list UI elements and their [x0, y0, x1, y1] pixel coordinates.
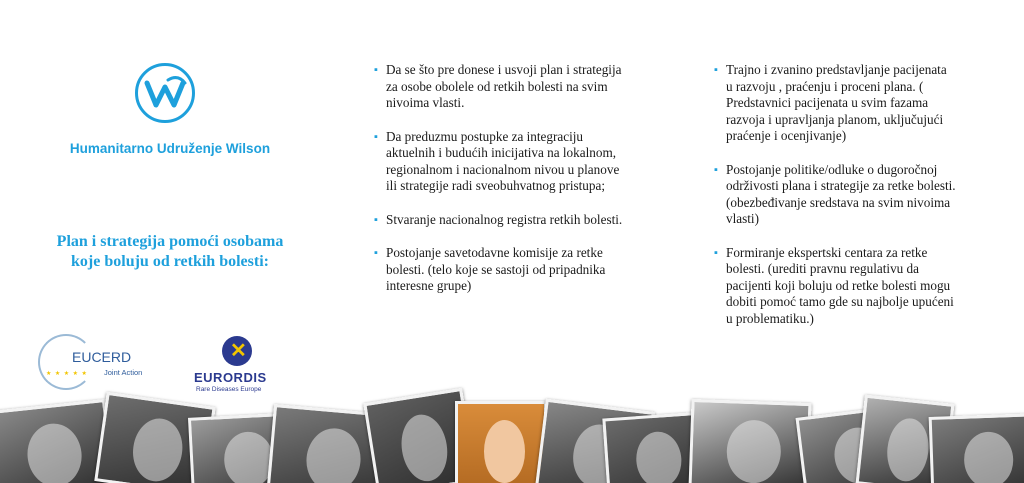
goal-text-line: održivosti plana i strategije za retke bolesti. — [726, 178, 956, 193]
face-shape — [303, 426, 362, 483]
portrait-photo — [688, 399, 811, 483]
goal-text-line: nivoima vlasti. — [386, 95, 465, 110]
photo-collage — [0, 385, 1024, 483]
face-shape — [129, 415, 187, 483]
face-shape — [884, 417, 931, 483]
goal-text-line: Postojanje politike/odluke o dugoročnoj — [726, 161, 938, 177]
goal-text-line: vlasti) — [726, 211, 759, 226]
goal-item — [714, 162, 994, 228]
goal-text-line: interesne grupe) — [386, 278, 472, 293]
goal-text-line: pacijenti koji boluju od retke bolesti mogu — [726, 277, 951, 293]
eurordis-subtitle: Rare Diseases Europe — [196, 386, 262, 393]
bullet-icon: ▪ — [374, 64, 378, 76]
plan-title — [20, 232, 320, 272]
goal-text-line: Trajno i zvanino predstavljanje pacijenata — [726, 62, 947, 77]
eu-stars-icon: ★ ★ ★ ★ ★ — [46, 371, 88, 377]
goal-text-line: dobiti pomoć tamo gde su najbolje upućeni — [726, 294, 954, 309]
eucerd-logo — [38, 334, 150, 392]
goal-text-line: aktuelnih i budućih inicijativa na lokalnom, — [386, 145, 616, 160]
goals-column-1 — [374, 62, 674, 312]
goal-text-line: Da se što pre donese i usvoji plan i strategija — [386, 62, 622, 77]
goal-text-line: Da preduzmu postupke za integraciju — [386, 128, 584, 144]
goal-text-line: bolesti. (urediti pravnu regulativu da — [726, 261, 919, 276]
goal-text-line: Formiranje ekspertski centara za retke — [726, 244, 928, 260]
bullet-icon: ▪ — [714, 64, 718, 76]
bullet-icon: ▪ — [374, 130, 378, 143]
organization-name: Humanitarno Udruženje Wilson — [69, 141, 271, 156]
face-shape — [484, 420, 525, 483]
goal-text-line: bolesti. (telo koje se sastoji od pripadnika — [386, 261, 606, 277]
bullet-icon: ▪ — [374, 213, 378, 226]
face-shape — [725, 419, 781, 483]
goals-column-2 — [714, 62, 994, 344]
portrait-photo — [929, 413, 1024, 483]
goal-text-line: za osobe obolele od retkih bolesti na svim — [386, 78, 608, 94]
goal-text-line: regionalnom i nacionalnom nivou u planove — [386, 161, 620, 177]
wilson-logo — [135, 63, 195, 123]
wilson-w-icon — [138, 66, 192, 120]
left-panel — [0, 0, 340, 400]
goal-text-line: Stvaranje nacionalnog registra retkih bolesti. — [386, 211, 623, 227]
goal-item — [714, 62, 994, 145]
bullet-icon: ▪ — [714, 246, 718, 259]
eucerd-name: EUCERD — [72, 349, 132, 365]
plan-title-line-2: koje boluju od retkih bolesti: — [71, 253, 269, 270]
goal-text-line: razvoja i upravljanja planom, uključujući — [726, 111, 944, 127]
goal-item — [714, 245, 994, 328]
portrait-photo — [455, 401, 547, 483]
goal-item — [374, 245, 674, 295]
goal-item — [374, 62, 674, 112]
face-shape — [397, 411, 452, 483]
goal-item — [374, 129, 674, 195]
bullet-icon: ▪ — [714, 163, 718, 176]
eucerd-subtitle: Joint Action — [104, 368, 143, 377]
goal-text-line: u razvoju , praćenju i proceni plana. ( — [726, 78, 924, 94]
goal-text-line: ili strategije radi sveobuhvatnog pristupa; — [386, 178, 606, 193]
eurordis-figure-icon: ✕ — [222, 336, 252, 366]
goal-text-line: Postojanje savetodavne komisije za retke — [386, 245, 603, 260]
bullet-icon: ▪ — [374, 247, 378, 259]
goal-text-line: (obezbeđivanje sredstava na svim nivoima — [726, 194, 951, 210]
face-shape — [963, 431, 1014, 483]
goal-text-line: u problematiku.) — [726, 310, 814, 326]
goal-item — [374, 212, 674, 229]
face-shape — [634, 431, 683, 483]
plan-title-line-1: Plan i strategija pomoći osobama — [56, 233, 284, 250]
goal-text-line: praćenje i ocenjivanje) — [726, 128, 847, 143]
eurordis-name: EURORDIS — [194, 370, 267, 385]
face-shape — [24, 421, 84, 483]
goal-text-line: Predstavnici pacijenata u svim fazama — [726, 95, 929, 110]
